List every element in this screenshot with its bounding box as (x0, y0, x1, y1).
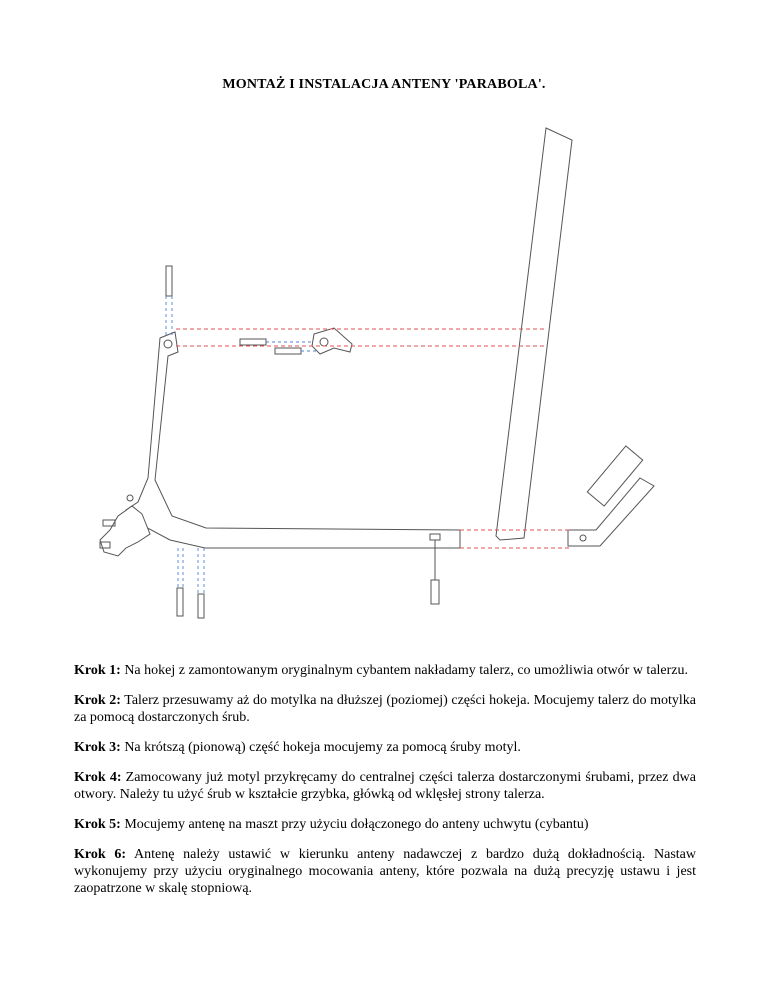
wing-bracket (312, 328, 352, 354)
step-2: Krok 2: Talerz przesuwamy aż do motylka na dłuższej (poziomej) części hokeja. Mocujemy talerz do motylka za pomocą dostarczonych śrub. (74, 693, 696, 725)
bolt-arm (431, 580, 439, 604)
step-3: Krok 3: Na krótszą (pionową) część hokeja mocujemy za pomocą śruby motyl. (74, 740, 521, 755)
page-title: MONTAŻ I INSTALACJA ANTENY 'PARABOLA'. (222, 77, 546, 92)
hockey-arm (126, 332, 460, 548)
bolt-h2 (275, 348, 301, 354)
steps-list (74, 662, 696, 910)
bolt-top (166, 266, 172, 296)
step-4: Krok 4: Zamocowany już motyl przykręcamy do centralnej części talerza dostarczonymi śrubami, przez dwa otwory. Należy tu użyć śrub w kształcie grzybka, główką od wklęsłej strony talerza. (74, 770, 696, 802)
bolt-bottom-1 (177, 588, 183, 616)
step-5: Krok 5: Mocujemy antenę na maszt przy użyciu dołączonego do anteny uchwytu (cybantu) (74, 817, 589, 832)
bolt-bottom-2 (198, 594, 204, 618)
bolt-h1 (240, 339, 266, 345)
dish-plate (496, 128, 572, 540)
step-6: Krok 6: Antenę należy ustawić w kierunku anteny nadawczej z bardzo dużą dokładnością. Nastaw wykonujemy przy użyciu oryginalnego mocowania anteny, które pozwala na dużą precyzję ustawu i jest zaopatrzone w skalę stopniową. (74, 847, 696, 896)
step-1: Krok 1: Na hokej z zamontowanym oryginalnym cybantem nakładamy talerz, co umożliwia otwór w talerzu. (74, 663, 689, 678)
